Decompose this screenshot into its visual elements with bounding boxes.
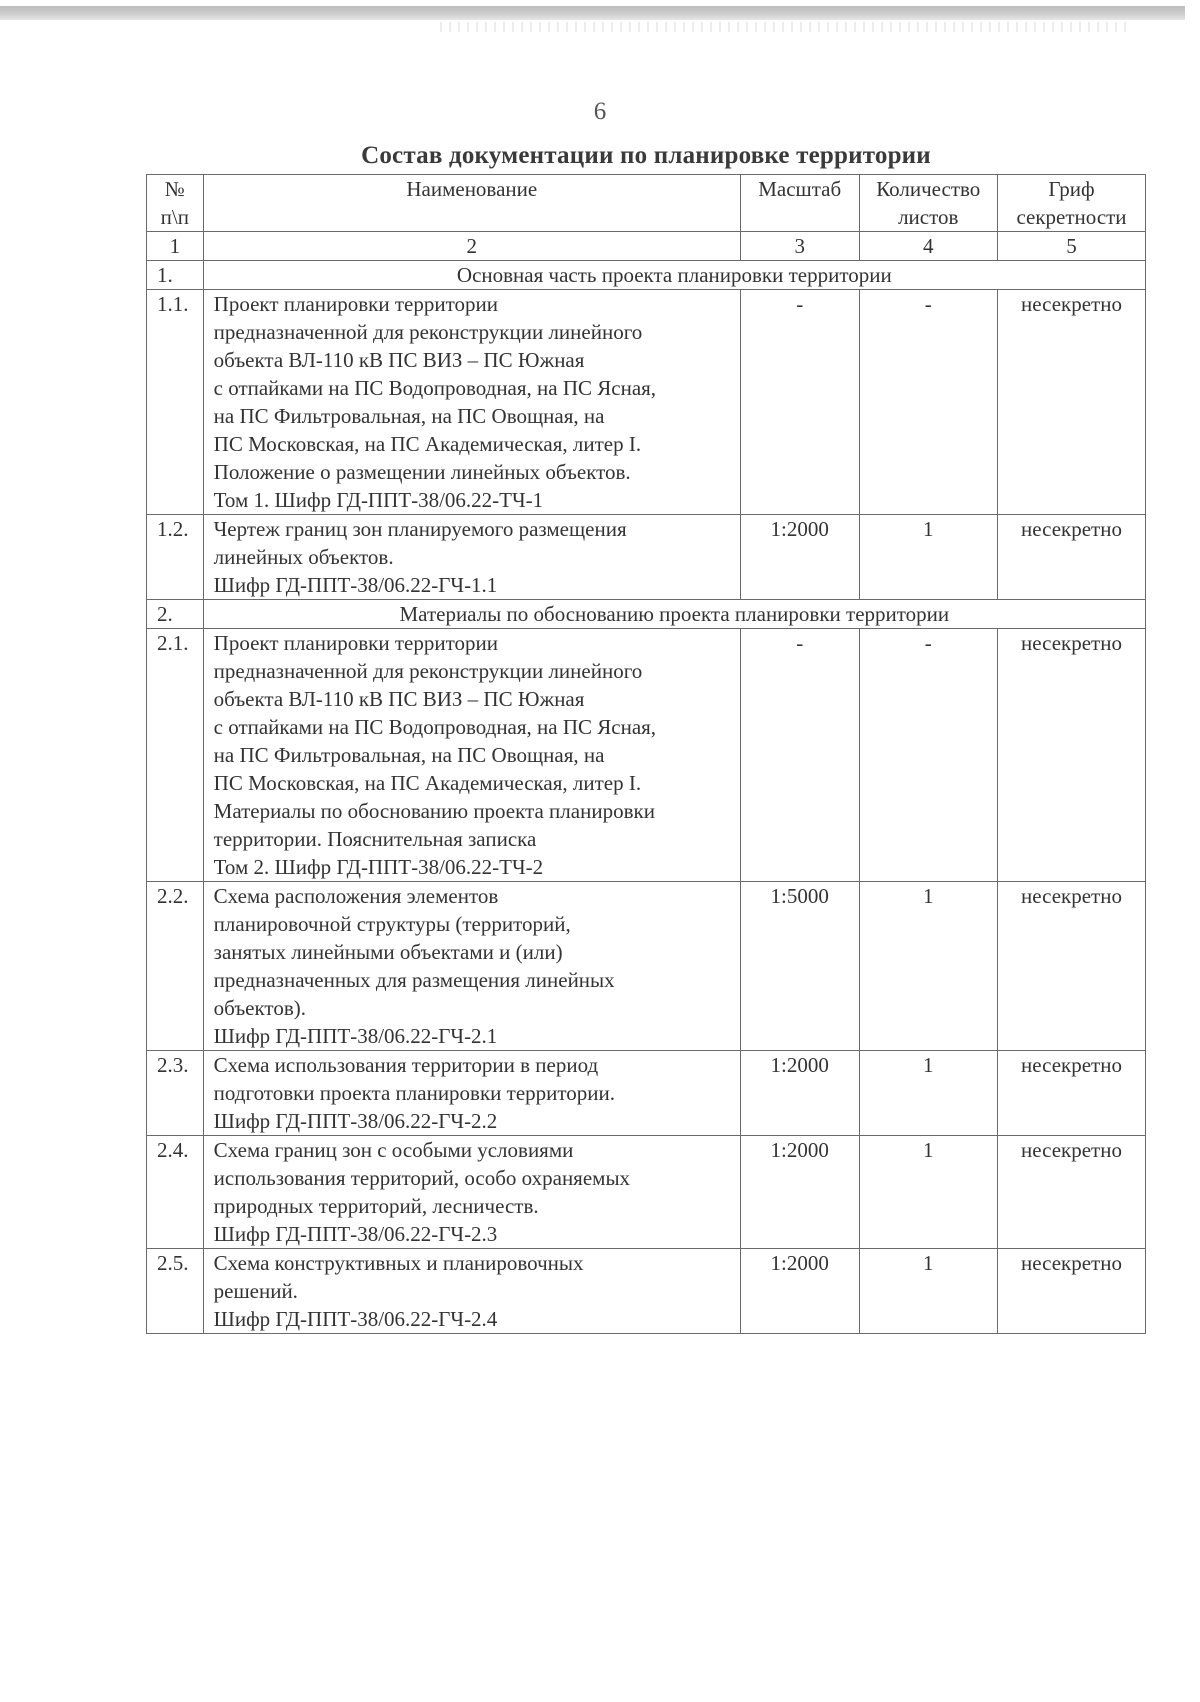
row-secrecy: несекретно — [998, 882, 1146, 1051]
section-number: 1. — [147, 261, 204, 290]
row-sheets: 1 — [859, 1136, 998, 1249]
header-num-line-1: № — [164, 177, 185, 201]
row-scale: - — [740, 290, 859, 515]
row-name-line: подготовки проекта планировки территории. — [213, 1081, 616, 1105]
row-sheets: - — [859, 629, 998, 882]
header-sheets-line-1: Количество — [876, 177, 981, 201]
row-name-line: предназначенных для размещения линейных — [213, 968, 615, 992]
row-name-line: Том 2. Шифр ГД-ППТ-38/06.22-ТЧ-2 — [213, 855, 544, 879]
row-name — [203, 1051, 740, 1136]
row-name-line: предназначенной для реконструкции линейного — [213, 320, 643, 344]
header-grif-line-2: секретности — [1016, 205, 1127, 229]
row-name-line: Схема конструктивных и планировочных — [213, 1251, 584, 1275]
row-name-line: Шифр ГД-ППТ-38/06.22-ГЧ-2.3 — [213, 1222, 498, 1246]
header-sheets — [859, 175, 998, 232]
table-row — [147, 1249, 1146, 1334]
header-scale: Масштаб — [740, 175, 859, 232]
row-name-line: природных территорий, лесничеств. — [213, 1194, 539, 1218]
row-name-line: Схема расположения элементов — [213, 884, 499, 908]
table-body — [147, 261, 1146, 1334]
table-row — [147, 629, 1146, 882]
row-secrecy: несекретно — [998, 1249, 1146, 1334]
table-row — [147, 1051, 1146, 1136]
row-name-line: ПС Московская, на ПС Академическая, литер I. — [213, 432, 642, 456]
header-num-line-2: п\п — [160, 205, 189, 229]
section-row — [147, 261, 1146, 290]
row-secrecy: несекретно — [998, 629, 1146, 882]
row-secrecy: несекретно — [998, 290, 1146, 515]
row-scale: 1:5000 — [740, 882, 859, 1051]
header-sheets-line-2: листов — [898, 205, 959, 229]
row-name — [203, 882, 740, 1051]
row-number: 1.1. — [147, 290, 204, 515]
row-name — [203, 1136, 740, 1249]
row-name — [203, 1249, 740, 1334]
row-name-line: решений. — [213, 1279, 298, 1303]
row-number: 2.4. — [147, 1136, 204, 1249]
row-number: 2.1. — [147, 629, 204, 882]
row-name-line: Схема границ зон с особыми условиями — [213, 1138, 574, 1162]
header-num — [147, 175, 204, 232]
row-secrecy: несекретно — [998, 1136, 1146, 1249]
section-number: 2. — [147, 600, 204, 629]
row-sheets: 1 — [859, 1051, 998, 1136]
row-name-line: объектов). — [213, 996, 306, 1020]
document-title: Состав документации по планировке территории — [361, 142, 931, 169]
row-name-line: Шифр ГД-ППТ-38/06.22-ГЧ-1.1 — [213, 573, 498, 597]
row-number: 2.5. — [147, 1249, 204, 1334]
row-name-line: Схема использования территории в период — [213, 1053, 599, 1077]
row-scale: 1:2000 — [740, 515, 859, 600]
row-sheets: 1 — [859, 882, 998, 1051]
row-name-line: планировочной структуры (территорий, — [213, 912, 571, 936]
row-scale: 1:2000 — [740, 1051, 859, 1136]
column-number-1: 1 — [147, 232, 204, 261]
row-scale: - — [740, 629, 859, 882]
section-row — [147, 600, 1146, 629]
row-name-line: линейных объектов. — [213, 545, 394, 569]
row-name-line: объекта ВЛ-110 кВ ПС ВИЗ – ПС Южная — [213, 687, 585, 711]
row-name-line: Чертеж границ зон планируемого размещения — [213, 517, 627, 541]
row-name-line: занятых линейными объектами и (или) — [213, 940, 563, 964]
table-row — [147, 882, 1146, 1051]
row-name-line: использования территорий, особо охраняемых — [213, 1166, 631, 1190]
row-sheets: - — [859, 290, 998, 515]
section-title: Основная часть проекта планировки территории — [203, 261, 1145, 290]
row-name-line: Шифр ГД-ППТ-38/06.22-ГЧ-2.1 — [213, 1024, 498, 1048]
column-number-5: 5 — [998, 232, 1146, 261]
section-title: Материалы по обоснованию проекта планировки территории — [203, 600, 1145, 629]
table-row — [147, 515, 1146, 600]
column-number-row — [147, 232, 1146, 261]
row-sheets: 1 — [859, 515, 998, 600]
row-sheets: 1 — [859, 1249, 998, 1334]
row-name-line: на ПС Фильтровальная, на ПС Овощная, на — [213, 404, 605, 428]
row-name-line: Проект планировки территории — [213, 631, 498, 655]
row-name-line: Материалы по обоснованию проекта планировки — [213, 799, 655, 823]
row-name-line: Проект планировки территории — [213, 292, 498, 316]
header-row — [147, 175, 1146, 232]
row-number: 2.2. — [147, 882, 204, 1051]
page-number: 6 — [593, 98, 607, 125]
row-name-line: на ПС Фильтровальная, на ПС Овощная, на — [213, 743, 605, 767]
row-name-line: ПС Московская, на ПС Академическая, литер I. — [213, 771, 642, 795]
table-row — [147, 290, 1146, 515]
row-name-line: Положение о размещении линейных объектов. — [213, 460, 631, 484]
row-name-line: Шифр ГД-ППТ-38/06.22-ГЧ-2.4 — [213, 1307, 498, 1331]
row-name-line: с отпайками на ПС Водопроводная, на ПС Ясная, — [213, 376, 657, 400]
row-name-line: Том 1. Шифр ГД-ППТ-38/06.22-ТЧ-1 — [213, 488, 544, 512]
scan-artifact-bar — [0, 6, 1185, 20]
table-row — [147, 1136, 1146, 1249]
scan-noise — [440, 22, 1130, 32]
row-scale: 1:2000 — [740, 1136, 859, 1249]
header-grif — [998, 175, 1146, 232]
row-name-line: территории. Пояснительная записка — [213, 827, 537, 851]
row-name-line: Шифр ГД-ППТ-38/06.22-ГЧ-2.2 — [213, 1109, 498, 1133]
row-secrecy: несекретно — [998, 515, 1146, 600]
header-grif-line-1: Гриф — [1048, 177, 1095, 201]
row-number: 2.3. — [147, 1051, 204, 1136]
row-name — [203, 629, 740, 882]
documentation-table — [146, 174, 1146, 1334]
row-number: 1.2. — [147, 515, 204, 600]
row-scale: 1:2000 — [740, 1249, 859, 1334]
row-name — [203, 515, 740, 600]
header-name: Наименование — [203, 175, 740, 232]
table-header — [147, 175, 1146, 261]
column-number-4: 4 — [859, 232, 998, 261]
row-name — [203, 290, 740, 515]
row-secrecy: несекретно — [998, 1051, 1146, 1136]
row-name-line: предназначенной для реконструкции линейного — [213, 659, 643, 683]
row-name-line: объекта ВЛ-110 кВ ПС ВИЗ – ПС Южная — [213, 348, 585, 372]
column-number-3: 3 — [740, 232, 859, 261]
column-number-2: 2 — [203, 232, 740, 261]
row-name-line: с отпайками на ПС Водопроводная, на ПС Ясная, — [213, 715, 657, 739]
